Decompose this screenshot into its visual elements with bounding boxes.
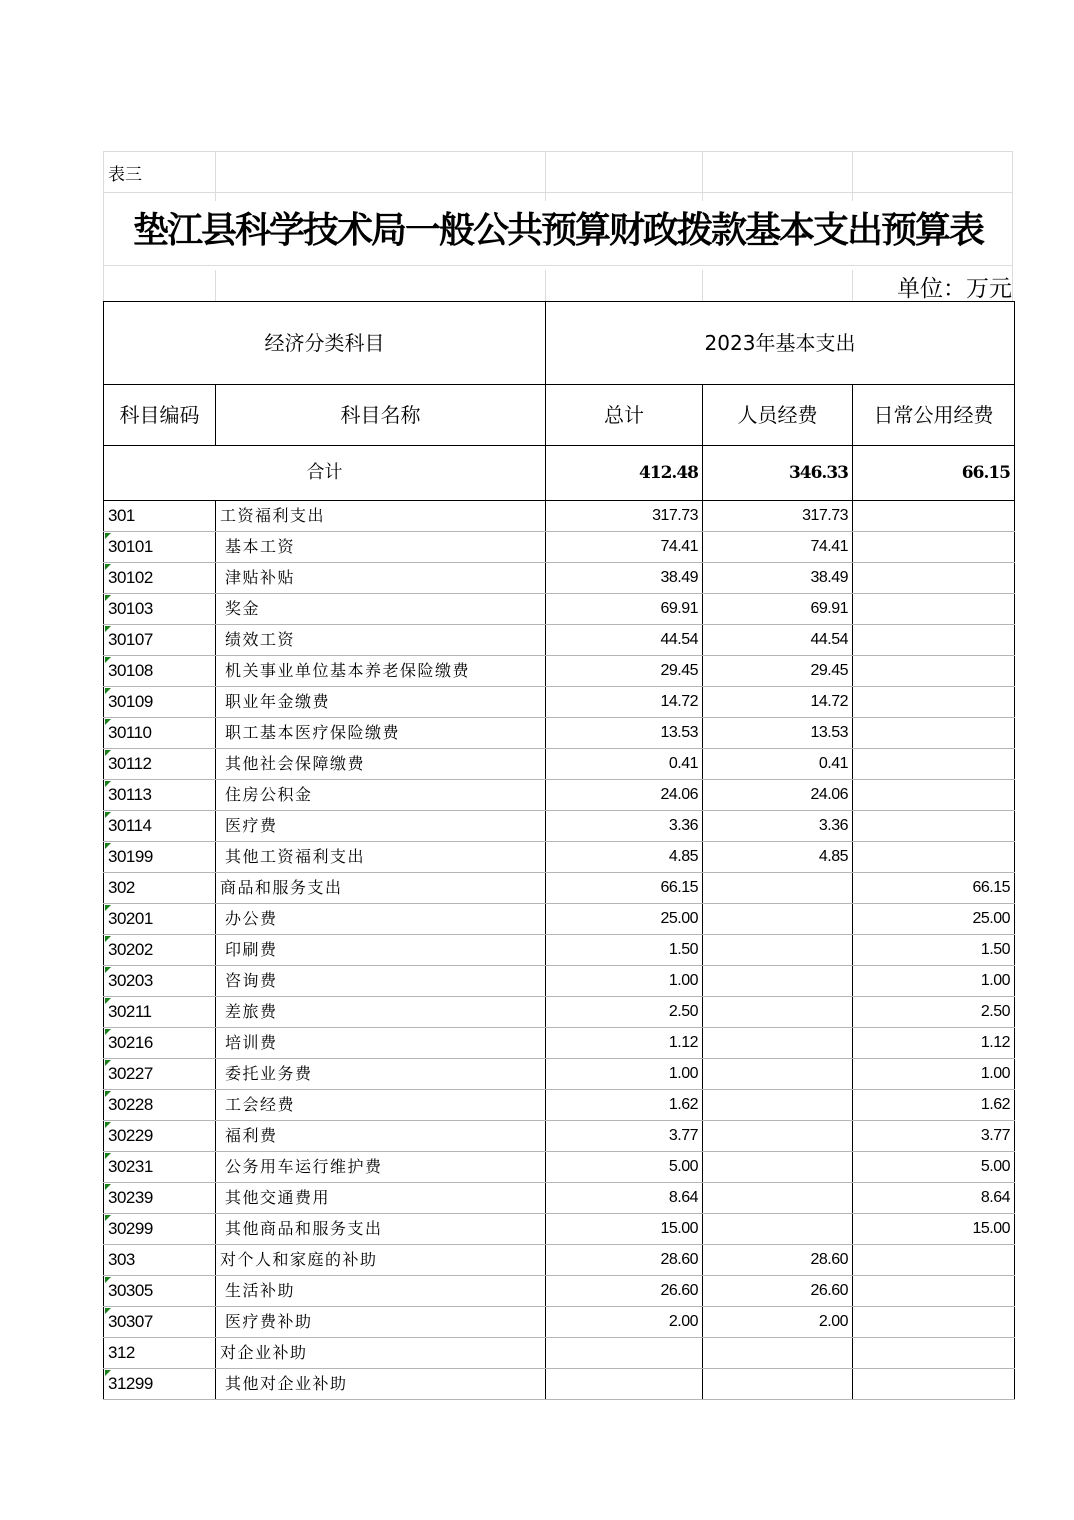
row-code: 30299	[104, 1214, 216, 1245]
table-row	[104, 904, 1015, 935]
table-row	[104, 997, 1015, 1028]
grid-line	[215, 151, 216, 201]
row-total: 26.60	[546, 1276, 703, 1307]
row-code: 30201	[104, 904, 216, 935]
table-row	[104, 1090, 1015, 1121]
row-name: 绩效工资	[216, 625, 546, 656]
table-row	[104, 1028, 1015, 1059]
row-code: 303	[104, 1245, 216, 1276]
table-row	[104, 1214, 1015, 1245]
row-name: 培训费	[216, 1028, 546, 1059]
row-total: 3.77	[546, 1121, 703, 1152]
table-row	[104, 1276, 1015, 1307]
row-public	[853, 501, 1015, 532]
row-public: 25.00	[853, 904, 1015, 935]
col-header-total: 总计	[546, 385, 703, 446]
row-name: 对个人和家庭的补助	[216, 1245, 546, 1276]
row-name: 医疗费	[216, 811, 546, 842]
row-code: 302	[104, 873, 216, 904]
row-total: 3.36	[546, 811, 703, 842]
grid-line	[702, 270, 703, 301]
row-public	[853, 1307, 1015, 1338]
total-total: 412.48	[546, 446, 703, 501]
table-row	[104, 1121, 1015, 1152]
total-label: 合计	[104, 446, 546, 501]
row-name: 其他交通费用	[216, 1183, 546, 1214]
row-name: 咨询费	[216, 966, 546, 997]
row-personnel: 2.00	[703, 1307, 853, 1338]
row-personnel	[703, 1338, 853, 1369]
grid-line	[103, 192, 1013, 193]
row-personnel: 26.60	[703, 1276, 853, 1307]
row-personnel	[703, 1059, 853, 1090]
row-code: 30110	[104, 718, 216, 749]
row-personnel	[703, 873, 853, 904]
row-public: 3.77	[853, 1121, 1015, 1152]
table-row	[104, 1059, 1015, 1090]
row-name: 其他商品和服务支出	[216, 1214, 546, 1245]
table-row	[104, 656, 1015, 687]
row-code: 30231	[104, 1152, 216, 1183]
row-code: 30114	[104, 811, 216, 842]
row-personnel	[703, 1369, 853, 1400]
row-code: 30108	[104, 656, 216, 687]
row-public	[853, 749, 1015, 780]
row-personnel: 14.72	[703, 687, 853, 718]
table-row	[104, 842, 1015, 873]
row-total: 1.62	[546, 1090, 703, 1121]
row-name: 基本工资	[216, 532, 546, 563]
row-total: 0.41	[546, 749, 703, 780]
row-code: 312	[104, 1338, 216, 1369]
row-public	[853, 718, 1015, 749]
row-personnel	[703, 1214, 853, 1245]
row-name: 工会经费	[216, 1090, 546, 1121]
row-public: 1.00	[853, 1059, 1015, 1090]
col-header-code: 科目编码	[104, 385, 216, 446]
table-row	[104, 1183, 1015, 1214]
table-row	[104, 625, 1015, 656]
row-code: 30203	[104, 966, 216, 997]
table-row	[104, 873, 1015, 904]
row-code: 30199	[104, 842, 216, 873]
row-name: 职工基本医疗保险缴费	[216, 718, 546, 749]
row-personnel: 29.45	[703, 656, 853, 687]
row-code: 31299	[104, 1369, 216, 1400]
row-public: 5.00	[853, 1152, 1015, 1183]
row-public	[853, 563, 1015, 594]
grid-line	[215, 270, 216, 301]
group-header-classification: 经济分类科目	[104, 302, 546, 385]
row-personnel	[703, 1090, 853, 1121]
grid-line	[852, 151, 853, 201]
row-total: 74.41	[546, 532, 703, 563]
table-row	[104, 1369, 1015, 1400]
row-total: 14.72	[546, 687, 703, 718]
row-personnel	[703, 904, 853, 935]
col-header-personnel: 人员经费	[703, 385, 853, 446]
row-total: 2.00	[546, 1307, 703, 1338]
row-personnel: 13.53	[703, 718, 853, 749]
table-row	[104, 1245, 1015, 1276]
row-total: 66.15	[546, 873, 703, 904]
row-code: 30102	[104, 563, 216, 594]
row-public	[853, 811, 1015, 842]
row-personnel: 74.41	[703, 532, 853, 563]
row-total: 4.85	[546, 842, 703, 873]
col-header-public: 日常公用经费	[853, 385, 1015, 446]
row-personnel	[703, 1028, 853, 1059]
budget-table	[103, 301, 1015, 1400]
row-public: 66.15	[853, 873, 1015, 904]
row-code: 30202	[104, 935, 216, 966]
unit-label: 单位：万元	[897, 276, 1012, 302]
row-personnel: 28.60	[703, 1245, 853, 1276]
row-code: 30227	[104, 1059, 216, 1090]
row-public	[853, 594, 1015, 625]
grid-line	[545, 151, 546, 201]
row-name: 福利费	[216, 1121, 546, 1152]
grid-line	[702, 151, 703, 201]
group-header-2023: 2023年基本支出	[546, 302, 1015, 385]
row-code: 30216	[104, 1028, 216, 1059]
row-name: 公务用车运行维护费	[216, 1152, 546, 1183]
row-name: 职业年金缴费	[216, 687, 546, 718]
row-public	[853, 656, 1015, 687]
header-row-group	[104, 302, 1015, 385]
table-row	[104, 811, 1015, 842]
grid-line	[103, 265, 1013, 266]
row-public: 15.00	[853, 1214, 1015, 1245]
table-row	[104, 935, 1015, 966]
page-title: 垫江县科学技术局一般公共预算财政拨款基本支出预算表	[132, 209, 983, 251]
row-code: 30228	[104, 1090, 216, 1121]
row-total: 25.00	[546, 904, 703, 935]
row-name: 津贴补贴	[216, 563, 546, 594]
row-personnel	[703, 1121, 853, 1152]
col-header-name: 科目名称	[216, 385, 546, 446]
row-total: 15.00	[546, 1214, 703, 1245]
row-total: 2.50	[546, 997, 703, 1028]
table-row	[104, 1152, 1015, 1183]
row-total: 1.12	[546, 1028, 703, 1059]
row-total	[546, 1338, 703, 1369]
row-public	[853, 1245, 1015, 1276]
table-row	[104, 1307, 1015, 1338]
table-row	[104, 687, 1015, 718]
row-code: 30229	[104, 1121, 216, 1152]
row-code: 30107	[104, 625, 216, 656]
row-personnel: 69.91	[703, 594, 853, 625]
row-public: 2.50	[853, 997, 1015, 1028]
total-personnel: 346.33	[703, 446, 853, 501]
row-code: 30112	[104, 749, 216, 780]
row-name: 其他对企业补助	[216, 1369, 546, 1400]
row-total	[546, 1369, 703, 1400]
row-total: 69.91	[546, 594, 703, 625]
row-total: 38.49	[546, 563, 703, 594]
row-name: 其他社会保障缴费	[216, 749, 546, 780]
row-name: 办公费	[216, 904, 546, 935]
row-personnel: 3.36	[703, 811, 853, 842]
row-name: 差旅费	[216, 997, 546, 1028]
table-row	[104, 749, 1015, 780]
row-public	[853, 1276, 1015, 1307]
row-personnel	[703, 1183, 853, 1214]
row-name: 住房公积金	[216, 780, 546, 811]
total-public: 66.15	[853, 446, 1015, 501]
total-row	[104, 446, 1015, 501]
row-public	[853, 842, 1015, 873]
table-row	[104, 718, 1015, 749]
row-personnel: 44.54	[703, 625, 853, 656]
row-public: 1.12	[853, 1028, 1015, 1059]
row-public	[853, 1369, 1015, 1400]
row-public: 1.50	[853, 935, 1015, 966]
table-row	[104, 563, 1015, 594]
table-row	[104, 501, 1015, 532]
row-name: 委托业务费	[216, 1059, 546, 1090]
row-total: 28.60	[546, 1245, 703, 1276]
table-row	[104, 780, 1015, 811]
row-code: 30113	[104, 780, 216, 811]
row-personnel	[703, 935, 853, 966]
header-row-columns	[104, 385, 1015, 446]
row-personnel	[703, 997, 853, 1028]
row-total: 1.00	[546, 1059, 703, 1090]
row-name: 商品和服务支出	[216, 873, 546, 904]
row-personnel: 38.49	[703, 563, 853, 594]
row-name: 其他工资福利支出	[216, 842, 546, 873]
row-public	[853, 532, 1015, 563]
row-total: 1.00	[546, 966, 703, 997]
row-personnel: 0.41	[703, 749, 853, 780]
row-public: 1.62	[853, 1090, 1015, 1121]
row-name: 生活补助	[216, 1276, 546, 1307]
sheet-label: 表三	[108, 165, 142, 185]
row-total: 5.00	[546, 1152, 703, 1183]
row-total: 317.73	[546, 501, 703, 532]
row-name: 工资福利支出	[216, 501, 546, 532]
row-public: 8.64	[853, 1183, 1015, 1214]
row-name: 机关事业单位基本养老保险缴费	[216, 656, 546, 687]
row-code: 30239	[104, 1183, 216, 1214]
row-name: 印刷费	[216, 935, 546, 966]
row-personnel: 317.73	[703, 501, 853, 532]
table-row	[104, 966, 1015, 997]
row-code: 30101	[104, 532, 216, 563]
grid-line	[545, 270, 546, 301]
row-name: 对企业补助	[216, 1338, 546, 1369]
row-code: 30307	[104, 1307, 216, 1338]
row-name: 奖金	[216, 594, 546, 625]
row-code: 30109	[104, 687, 216, 718]
table-row	[104, 532, 1015, 563]
row-personnel	[703, 966, 853, 997]
row-total: 8.64	[546, 1183, 703, 1214]
row-total: 29.45	[546, 656, 703, 687]
row-total: 1.50	[546, 935, 703, 966]
grid-line	[852, 270, 853, 301]
row-total: 24.06	[546, 780, 703, 811]
table-row	[104, 1338, 1015, 1369]
row-public	[853, 625, 1015, 656]
row-code: 301	[104, 501, 216, 532]
row-personnel	[703, 1152, 853, 1183]
row-total: 13.53	[546, 718, 703, 749]
row-name: 医疗费补助	[216, 1307, 546, 1338]
row-personnel: 24.06	[703, 780, 853, 811]
row-public	[853, 687, 1015, 718]
row-personnel: 4.85	[703, 842, 853, 873]
row-total: 44.54	[546, 625, 703, 656]
row-code: 30305	[104, 1276, 216, 1307]
row-public	[853, 1338, 1015, 1369]
table-row	[104, 594, 1015, 625]
row-public: 1.00	[853, 966, 1015, 997]
row-code: 30103	[104, 594, 216, 625]
row-public	[853, 780, 1015, 811]
row-code: 30211	[104, 997, 216, 1028]
